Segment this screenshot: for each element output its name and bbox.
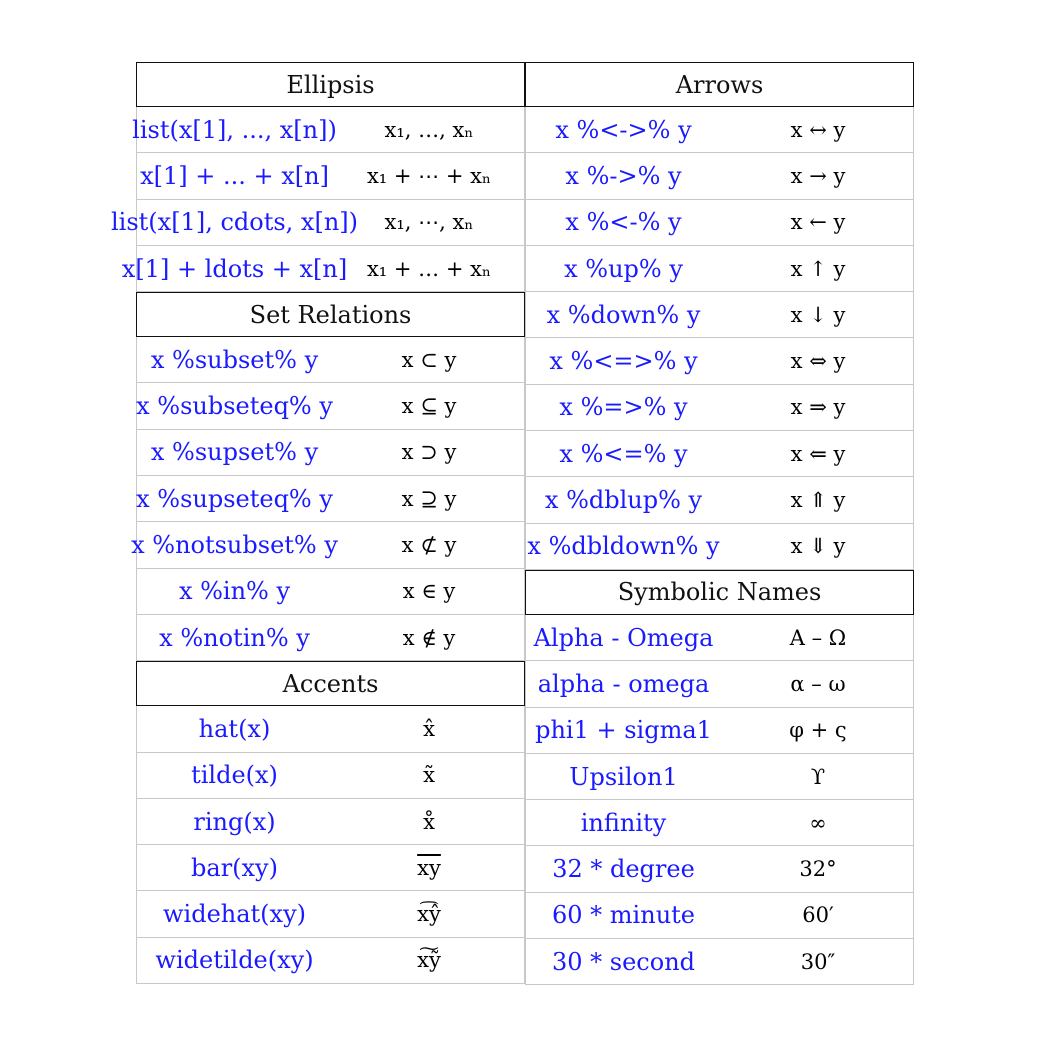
code-expression: x %<=% y bbox=[559, 439, 688, 468]
code-expression: phi1 + sigma1 bbox=[535, 716, 712, 745]
rendered-expression: x ∈ y bbox=[402, 579, 456, 604]
code-expression: x %dblup% y bbox=[544, 486, 703, 515]
table-row bbox=[525, 939, 914, 985]
left-column bbox=[110, 62, 525, 984]
rendered-expression: x₁ + … + xₙ bbox=[366, 256, 492, 281]
code-expression: x[1] + ... + x[n] bbox=[140, 161, 329, 190]
code-expression: 32 * degree bbox=[552, 855, 695, 884]
rendered-expression: x ⇓ y bbox=[790, 534, 846, 559]
table-row bbox=[132, 107, 525, 153]
code-expression: x %up% y bbox=[564, 254, 683, 283]
code-expression: widetilde(xy) bbox=[155, 946, 314, 975]
rendered-expression: x ⊆ y bbox=[401, 394, 457, 419]
table-row bbox=[525, 292, 914, 338]
rendered-expression: x₁, …, xₙ bbox=[384, 117, 474, 142]
table-row bbox=[525, 661, 914, 707]
table-row bbox=[136, 753, 525, 799]
rendered-expression bbox=[332, 845, 526, 890]
code-expression: infinity bbox=[580, 808, 667, 837]
table-row bbox=[525, 846, 914, 892]
rendered-expression: x̃ bbox=[423, 763, 435, 788]
rendered-expression: x ⇐ y bbox=[790, 441, 846, 466]
overlined-expression: $\overline{xy}$ bbox=[417, 855, 441, 880]
code-expression: hat(x) bbox=[198, 714, 271, 743]
rendered-expression: x ← y bbox=[790, 210, 846, 235]
code-expression: ring(x) bbox=[193, 807, 276, 836]
table-row bbox=[136, 845, 525, 891]
code-expression: x %notsubset% y bbox=[131, 531, 338, 560]
code-expression: x %in% y bbox=[178, 577, 291, 606]
rendered-expression: x ↑ y bbox=[790, 256, 846, 281]
table-row bbox=[136, 891, 525, 937]
code-expression: Alpha - Omega bbox=[533, 623, 714, 652]
table-row bbox=[136, 938, 525, 984]
rendered-expression: 60′ bbox=[802, 903, 834, 928]
table-row bbox=[525, 893, 914, 939]
table-row bbox=[136, 706, 525, 752]
rendered-expression: x ⇒ y bbox=[790, 395, 846, 420]
rendered-expression: ϒ bbox=[810, 764, 826, 789]
code-expression: x %subset% y bbox=[150, 345, 319, 374]
rendered-expression: x͡ŷ bbox=[417, 902, 441, 927]
table-row bbox=[136, 615, 525, 661]
rendered-expression: x̂ bbox=[423, 716, 435, 741]
table-row bbox=[525, 200, 914, 246]
code-expression: x %down% y bbox=[546, 300, 701, 329]
table-row bbox=[525, 246, 914, 292]
section-header-symbolic-names: Symbolic Names bbox=[525, 570, 914, 615]
rendered-expression: x ↓ y bbox=[790, 302, 846, 327]
rendered-expression: x̊ bbox=[423, 809, 435, 834]
section-header-ellipsis: Ellipsis bbox=[136, 62, 525, 107]
table-row bbox=[131, 522, 525, 568]
table-row bbox=[136, 153, 525, 199]
code-expression: x %<-% y bbox=[565, 208, 682, 237]
code-expression: x %subseteq% y bbox=[136, 392, 333, 421]
rendered-expression: α – ω bbox=[790, 671, 846, 696]
rendered-expression: x ↔ y bbox=[790, 117, 846, 142]
rendered-expression: x ⊂ y bbox=[401, 347, 457, 372]
table-row bbox=[525, 615, 914, 661]
table-row bbox=[525, 385, 914, 431]
rendered-expression: φ + ς bbox=[789, 718, 847, 743]
rendered-expression: x → y bbox=[790, 163, 846, 188]
rendered-expression: ∞ bbox=[809, 810, 827, 835]
table-row bbox=[110, 200, 525, 246]
rendered-expression: x₁, ⋯, xₙ bbox=[384, 210, 474, 235]
code-expression: x %->% y bbox=[565, 161, 682, 190]
rendered-expression: x ⊃ y bbox=[401, 440, 457, 465]
rendered-expression: x ⊇ y bbox=[401, 486, 457, 511]
table-row bbox=[136, 430, 525, 476]
table-row bbox=[525, 107, 914, 153]
code-expression: bar(xy) bbox=[191, 853, 278, 882]
table-row bbox=[136, 569, 525, 615]
right-column bbox=[525, 62, 914, 985]
code-expression: x %supseteq% y bbox=[136, 484, 333, 513]
code-expression: 60 * minute bbox=[552, 901, 695, 930]
rendered-expression: 30″ bbox=[800, 949, 836, 974]
table-row bbox=[136, 337, 525, 383]
section-header-arrows: Arrows bbox=[525, 62, 914, 107]
table-row bbox=[525, 153, 914, 199]
code-expression: tilde(x) bbox=[191, 761, 278, 790]
code-expression: 30 * second bbox=[551, 947, 696, 976]
table-row bbox=[525, 708, 914, 754]
table-row bbox=[525, 338, 914, 384]
code-expression: widehat(xy) bbox=[162, 900, 306, 929]
code-expression: x %=>% y bbox=[559, 393, 688, 422]
table-row bbox=[121, 246, 525, 292]
code-expression: x %supset% y bbox=[150, 438, 319, 467]
table-row bbox=[136, 383, 525, 429]
code-expression: alpha - omega bbox=[537, 669, 710, 698]
code-expression: x[1] + ldots + x[n] bbox=[121, 254, 348, 283]
code-expression: Upsilon1 bbox=[569, 762, 678, 791]
table-row bbox=[525, 524, 914, 570]
rendered-expression: x ⊄ y bbox=[401, 533, 457, 558]
table-row bbox=[136, 476, 525, 522]
code-expression: list(x[1], cdots, x[n]) bbox=[110, 208, 359, 237]
rendered-expression: x ⇔ y bbox=[790, 349, 846, 374]
rendered-expression: 32° bbox=[799, 857, 837, 882]
table-row bbox=[525, 431, 914, 477]
section-header-accents: Accents bbox=[136, 661, 525, 706]
table-row bbox=[136, 799, 525, 845]
rendered-expression: x͠ỹ bbox=[417, 948, 441, 973]
table-row bbox=[525, 754, 914, 800]
rendered-expression: x ⇑ y bbox=[790, 488, 846, 513]
code-expression: x %notin% y bbox=[159, 623, 310, 652]
table-row bbox=[525, 800, 914, 846]
section-header-set-relations: Set Relations bbox=[136, 292, 525, 337]
code-expression: x %<=>% y bbox=[549, 347, 698, 376]
code-expression: x %<->% y bbox=[555, 115, 692, 144]
rendered-expression: x₁ + ⋯ + xₙ bbox=[366, 163, 492, 188]
code-expression: x %dbldown% y bbox=[527, 532, 720, 561]
rendered-expression: x ∉ y bbox=[402, 625, 456, 650]
code-expression: list(x[1], ..., x[n]) bbox=[132, 115, 337, 144]
table-row bbox=[525, 477, 914, 523]
rendered-expression: Α – Ω bbox=[789, 625, 847, 650]
